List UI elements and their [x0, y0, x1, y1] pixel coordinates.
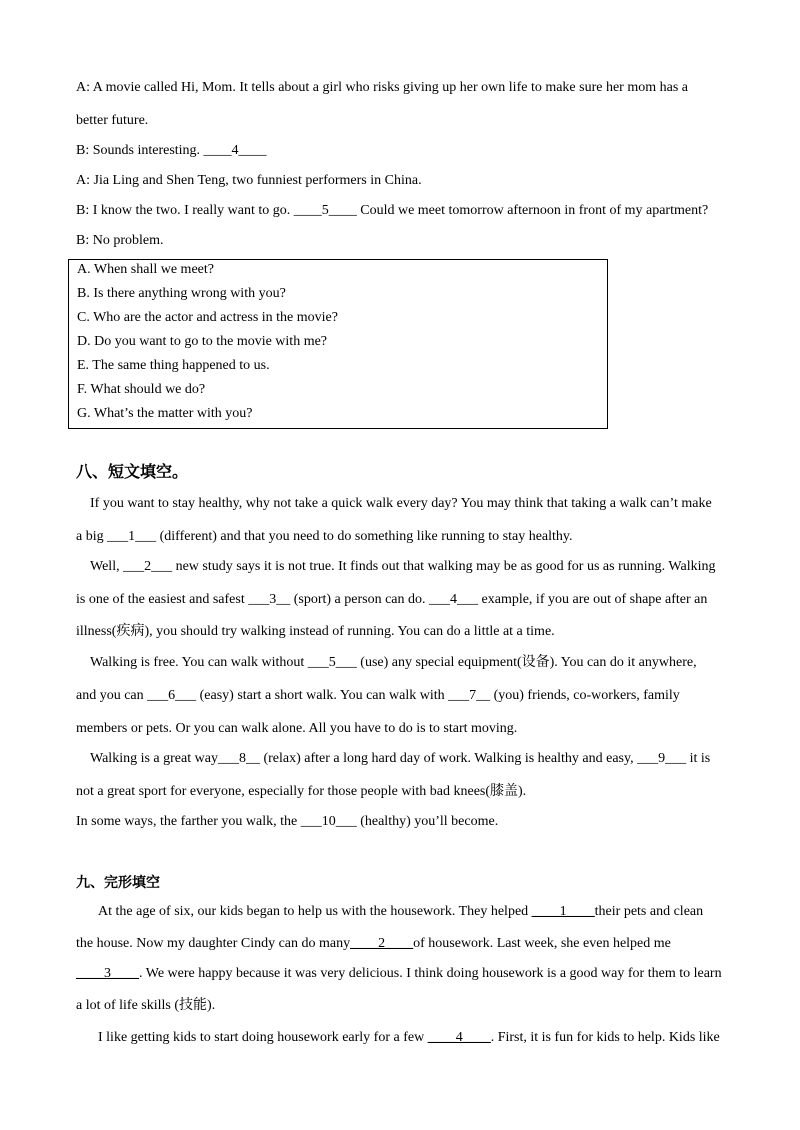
blank-2: ____2____ — [350, 936, 414, 951]
cloze-line — [76, 935, 671, 953]
dialogue-line: better future. — [76, 113, 149, 128]
text: At the age of six, our kids began to help us with the housework. They helped — [98, 904, 532, 919]
text: their pets and clean — [594, 904, 704, 919]
passage-line: Walking is a great way___8__ (relax) after a long hard day of work. Walking is healthy and easy, ___9___ it is — [90, 751, 711, 766]
text: I like getting kids to start doing housework early for a few — [98, 1030, 428, 1045]
section8-heading: 八、短文填空。 — [76, 462, 189, 481]
passage-line: If you want to stay healthy, why not take a quick walk every day? You may think that taking a walk can’t make — [90, 496, 712, 511]
option-c: C. Who are the actor and actress in the movie? — [77, 310, 338, 325]
text: . First, it is fun for kids to help. Kids like — [490, 1030, 720, 1045]
blank-4: ____4____ — [427, 1030, 491, 1045]
option-e: E. The same thing happened to us. — [77, 358, 270, 373]
passage-line: a big ___1___ (different) and that you need to do something like running to stay healthy. — [76, 529, 573, 544]
option-f: F. What should we do? — [77, 382, 206, 397]
passage-line: Walking is free. You can walk without ___5___ (use) any special equipment(设备). You can do it anywhere, — [90, 655, 697, 670]
dialogue-line: B: I know the two. I really want to go. ____5____ Could we meet tomorrow afternoon in front of my apartment? — [76, 203, 709, 218]
cloze-line: a lot of life skills (技能). — [76, 998, 216, 1013]
passage-line: is one of the easiest and safest ___3__ (sport) a person can do. ___4___ example, if you are out of shape after an — [76, 592, 708, 607]
passage-line: members or pets. Or you can walk alone. All you have to do is to start moving. — [76, 721, 518, 736]
option-b: B. Is there anything wrong with you? — [77, 286, 286, 301]
passage-line: In some ways, the farther you walk, the ___10___ (healthy) you’ll become. — [76, 814, 499, 829]
text: of housework. Last week, she even helped me — [413, 936, 671, 951]
section9-heading: 九、完形填空 — [76, 875, 160, 891]
dialogue-line: A: Jia Ling and Shen Teng, two funniest performers in China. — [76, 173, 422, 188]
passage-line: not a great sport for everyone, especially for those people with bad knees(膝盖). — [76, 784, 527, 799]
passage-line: and you can ___6___ (easy) start a short walk. You can walk with ___7__ (you) friends, co-workers, family — [76, 688, 680, 703]
passage-line: illness(疾病), you should try walking instead of running. You can do a little at a time. — [76, 624, 555, 639]
passage-line: Well, ___2___ new study says it is not true. It finds out that walking may be as good for us as running. Walking — [90, 559, 716, 574]
dialogue-line: B: Sounds interesting. ____4____ — [76, 143, 267, 158]
cloze-line — [98, 1029, 720, 1047]
option-g: G. What’s the matter with you? — [77, 406, 253, 421]
blank-3: ____3____ — [76, 966, 139, 981]
cloze-line — [76, 965, 722, 983]
blank-1: ____1____ — [531, 904, 595, 919]
cloze-line — [98, 903, 703, 921]
options-box — [68, 259, 608, 429]
text: the house. Now my daughter Cindy can do many — [76, 936, 351, 951]
text: . We were happy because it was very delicious. I think doing housework is a good way for them to learn — [139, 966, 722, 981]
dialogue-line: B: No problem. — [76, 233, 164, 248]
option-d: D. Do you want to go to the movie with me? — [77, 334, 328, 349]
dialogue-line: A: A movie called Hi, Mom. It tells about a girl who risks giving up her own life to make sure her mom has a — [76, 80, 689, 95]
option-a: A. When shall we meet? — [77, 262, 214, 277]
